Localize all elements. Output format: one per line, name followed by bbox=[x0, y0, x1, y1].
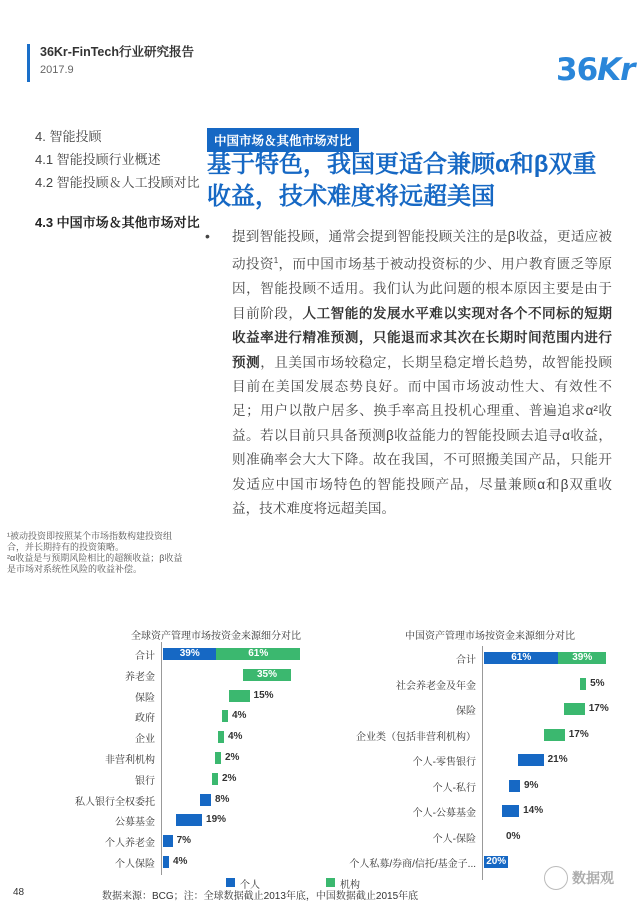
watermark-text: 数据观 bbox=[572, 870, 614, 886]
category-label: 个人-零售银行 bbox=[412, 757, 476, 768]
bar-value-label: 17% bbox=[588, 703, 609, 714]
bullet-marker: • bbox=[205, 228, 210, 244]
total-label-a: 39% bbox=[179, 648, 200, 659]
axis-line bbox=[161, 642, 162, 875]
footnote-1: ¹被动投资即按照某个市场指数构建投资组合，并长期持有的投资策略。 bbox=[7, 531, 172, 552]
bar-value-label: 14% bbox=[523, 805, 544, 816]
category-label: 保险 bbox=[135, 692, 155, 704]
total-label-b: 61% bbox=[248, 648, 269, 659]
bar-segment bbox=[212, 773, 218, 785]
bar-value-label: 4% bbox=[232, 710, 247, 722]
bar-value-label: 0% bbox=[506, 830, 521, 842]
chart-title-china: 中国资产管理市场按资金来源细分对比 bbox=[405, 631, 575, 642]
bar-segment bbox=[163, 835, 173, 847]
body-paragraph: 提到智能投顾，通常会提到智能投顾关注的是β收益，更适应被动投资$^1$，而中国市场基于被动投资标的少、用户教育匮乏等原因，智能投顾不适用。我们认为此问题的根本原因主要是由于目前阶段，人工智能的发展水平难以实现对各个不同标的短期收益率进行精准预测，只能退而求其次在长期时间范围内进行预测，且美国市场较稳定，长期呈稳定增长趋势，故智能投顾目前在美国发展态势良好。而中国市场波动性大、有效性不足；用户以散户居多、换手率高且投机心理重、普遍追求α²收益。若以目前只具备预测β收益能力的智能投顾去追寻α收益，则准确率会大大下降。故在我国，不可照搬美国产品，只能开发适应中国市场特色的智能投顾产品，尽量兼顾α和β双重收益，技术难度将远超美国。 bbox=[232, 229, 613, 516]
bar-segment bbox=[176, 814, 202, 826]
bar-value-label: 4% bbox=[173, 856, 188, 867]
footnote-2: ²α收益是与预期风险相比的超额收益；β收益是市场对系统性风险的收益补偿。 bbox=[7, 553, 183, 574]
bar-value-label: 9% bbox=[523, 779, 539, 791]
bar-value-label: 21% bbox=[547, 754, 568, 765]
category-label: 个人-保险 bbox=[432, 833, 476, 845]
category-label: 个人私募/券商/信托/基金子... bbox=[349, 859, 476, 870]
toc-item-1[interactable]: 4. 智能投顾 bbox=[35, 129, 102, 144]
bar-value-label: 17% bbox=[568, 728, 589, 740]
section-tag: 中国市场＆其他市场对比 bbox=[207, 128, 359, 152]
bar-value-label: 35% bbox=[256, 668, 277, 680]
chart-title-global: 全球资产管理市场按资金来源细分对比 bbox=[131, 631, 301, 642]
report-title: 36Kr-FinTech行业研究报告 bbox=[40, 45, 194, 59]
category-label: 银行 bbox=[135, 775, 155, 787]
data-source: 数据来源：BCG；注：全球数据截止2013年底，中国数据截止2015年底 bbox=[102, 891, 419, 902]
legend-swatch-individual bbox=[226, 878, 235, 887]
axis-line bbox=[482, 646, 483, 880]
bar-segment bbox=[222, 710, 228, 722]
legend-label-individual: 个人 bbox=[240, 880, 260, 891]
total-label-b: 39% bbox=[572, 652, 593, 663]
brand-logo: 36Kr bbox=[556, 52, 635, 88]
bar-value-label: 19% bbox=[206, 814, 227, 826]
watermark-icon bbox=[544, 866, 568, 890]
bar-value-label: 15% bbox=[253, 689, 274, 701]
header-accent-bar bbox=[27, 44, 30, 82]
page-number: 48 bbox=[13, 887, 25, 898]
bar-value-label: 5% bbox=[590, 677, 605, 689]
toc-item-4-active[interactable]: 4.3 中国市场＆其他市场对比 bbox=[35, 215, 200, 230]
category-label: 非营利机构 bbox=[105, 755, 155, 766]
category-label: 个人保险 bbox=[115, 859, 155, 870]
toc-item-3[interactable]: 4.2 智能投顾＆人工投顾对比 bbox=[35, 175, 200, 190]
bar-segment bbox=[200, 794, 211, 806]
bar-segment bbox=[580, 678, 586, 690]
bar-value-label: 2% bbox=[225, 752, 240, 763]
total-label-a: 61% bbox=[511, 652, 532, 663]
bar-segment bbox=[163, 856, 169, 868]
bar-segment bbox=[229, 690, 250, 702]
category-label: 社会养老金及年金 bbox=[396, 680, 476, 692]
headline: 基于特色，我国更适合兼顾α和β双重收益，技术难度将远超美国 bbox=[207, 151, 597, 210]
category-label: 企业 bbox=[135, 734, 155, 746]
bar-segment bbox=[218, 731, 224, 743]
category-label: 企业类（包括非营利机构） bbox=[356, 731, 476, 743]
legend-swatch-institution bbox=[326, 878, 335, 887]
footnotes bbox=[7, 531, 187, 575]
bar-segment bbox=[518, 754, 544, 766]
bar-segment bbox=[215, 752, 221, 764]
bar-segment bbox=[509, 780, 520, 792]
category-label: 养老金 bbox=[125, 671, 155, 683]
legend-label-institution: 机构 bbox=[340, 880, 360, 891]
bar-segment bbox=[564, 703, 585, 715]
bar-value-label: 7% bbox=[176, 835, 192, 847]
toc-item-2[interactable]: 4.1 智能投顾行业概述 bbox=[35, 152, 161, 167]
bar-value-label: 4% bbox=[228, 731, 243, 743]
report-date: 2017.9 bbox=[40, 64, 74, 76]
bar-value-label: 20% bbox=[486, 856, 507, 867]
category-label: 个人养老金 bbox=[105, 838, 155, 850]
category-label: 政府 bbox=[135, 713, 155, 725]
category-label: 合计 bbox=[135, 651, 155, 662]
bar-value-label: 8% bbox=[214, 793, 230, 805]
category-label: 保险 bbox=[456, 706, 476, 717]
category-label: 公募基金 bbox=[115, 817, 155, 829]
category-label: 个人-公募基金 bbox=[412, 808, 476, 819]
bar-segment bbox=[502, 805, 519, 817]
category-label: 合计 bbox=[456, 655, 476, 666]
bar-value-label: 2% bbox=[222, 772, 237, 784]
category-label: 个人-私行 bbox=[432, 782, 476, 794]
bar-segment bbox=[544, 729, 565, 741]
category-label: 私人银行全权委托 bbox=[75, 796, 155, 808]
